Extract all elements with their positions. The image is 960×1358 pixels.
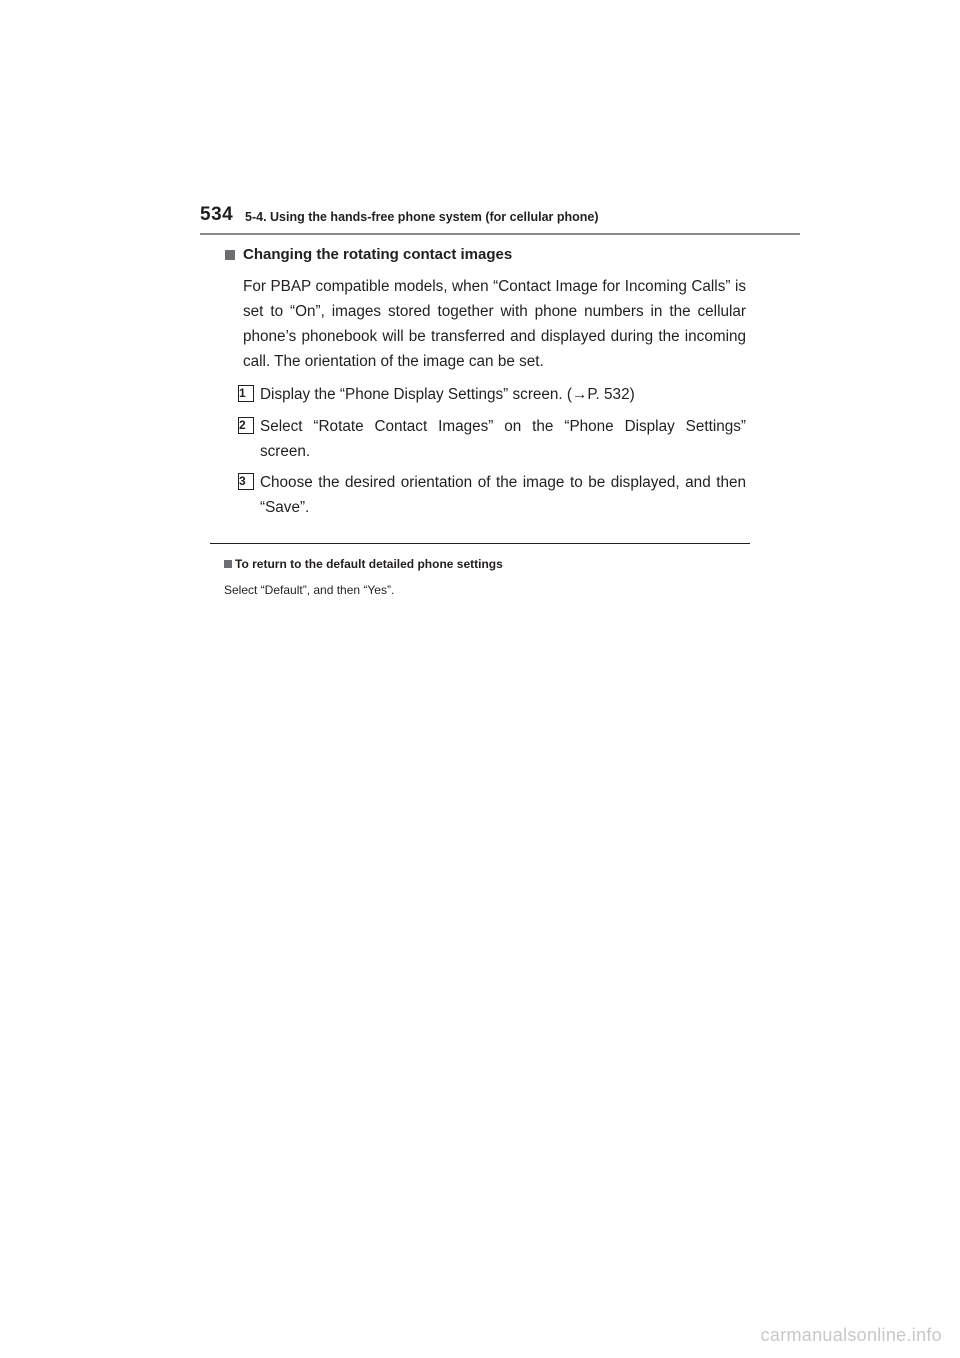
note-heading bbox=[224, 555, 746, 573]
step-number-badge: 1 bbox=[238, 385, 254, 402]
note-section bbox=[224, 555, 746, 599]
section-title: 5-4. Using the hands-free phone system (for cellular phone) bbox=[245, 210, 599, 224]
step-number-badge: 2 bbox=[238, 417, 254, 434]
section-heading bbox=[224, 245, 746, 265]
section-heading-text: Changing the rotating contact images bbox=[243, 246, 513, 263]
note-divider bbox=[210, 543, 750, 544]
page-header bbox=[200, 204, 800, 236]
step-item bbox=[239, 414, 746, 464]
step-text: Display the “Phone Display Settings” screen. (→P. 532) bbox=[260, 386, 635, 403]
main-content bbox=[224, 245, 746, 520]
page-number: 534 bbox=[200, 204, 234, 225]
step-text: Choose the desired orientation of the image to be displayed, and then “Save”. bbox=[260, 474, 746, 516]
header-divider bbox=[200, 233, 800, 235]
intro-paragraph: For PBAP compatible models, when “Contact Image for Incoming Calls” is set to “On”, images stored together with phone numbers in the cellular phone’s phonebook will be transferred and displayed during the incoming call. The orientation of the image can be set. bbox=[243, 278, 746, 370]
step-item bbox=[239, 382, 746, 407]
square-bullet-icon bbox=[224, 560, 232, 568]
step-item bbox=[239, 470, 746, 520]
note-text: Select “Default”, and then “Yes”. bbox=[224, 583, 395, 597]
watermark-logo: carmanualsonline.info bbox=[760, 1325, 942, 1345]
square-bullet-icon bbox=[225, 250, 235, 260]
step-text: Select “Rotate Contact Images” on the “Phone Display Settings” screen. bbox=[260, 418, 746, 460]
step-number-badge: 3 bbox=[238, 473, 254, 490]
note-heading-text: To return to the default detailed phone settings bbox=[235, 557, 503, 571]
